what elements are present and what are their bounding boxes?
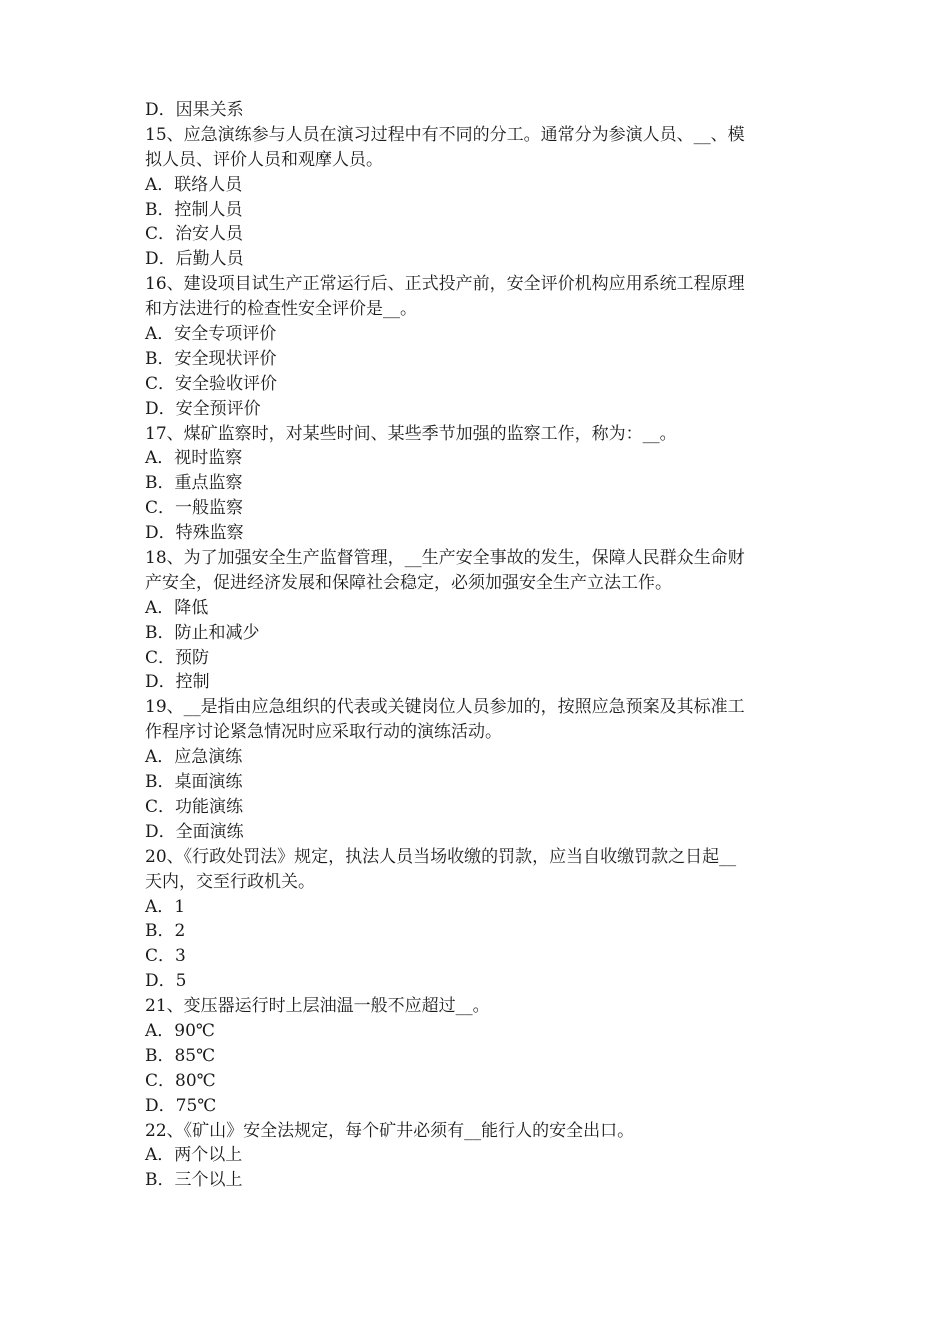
text-line: C．一般监察 [145, 498, 244, 519]
text-line: A．应急演练 [145, 747, 243, 768]
text-line: C．预防 [145, 647, 210, 668]
text-line: 16、建设项目试生产正常运行后、正式投产前，安全评价机构应用系统工程原理 [145, 274, 745, 295]
text-line: D．特殊监察 [145, 523, 244, 544]
text-line: B．桌面演练 [145, 772, 243, 793]
text-line: 19、__是指由应急组织的代表或关键岗位人员参加的，按照应急预案及其标准工 [145, 697, 745, 718]
text-line: 18、为了加强安全生产监督管理，__生产安全事故的发生，保障人民群众生命财 [145, 548, 745, 569]
text-line: A．安全专项评价 [145, 324, 277, 345]
text-line: B．安全现状评价 [145, 348, 277, 369]
text-line: B．85℃ [145, 1045, 216, 1066]
text-line: D．因果关系 [145, 100, 244, 120]
document-page [145, 98, 810, 1193]
text-line: 21、变压器运行时上层油温一般不应超过__。 [145, 996, 490, 1017]
text-line: B．控制人员 [145, 199, 243, 220]
text-line: 20、《行政处罚法》规定，执法人员当场收缴的罚款，应当自收缴罚款之日起__ [145, 846, 737, 867]
text-line: 和方法进行的检查性安全评价是__。 [145, 299, 417, 320]
text-line: C．治安人员 [145, 224, 244, 245]
text-line: 产安全，促进经济发展和保障社会稳定，必须加强安全生产立法工作。 [145, 572, 672, 593]
text-line: D．后勤人员 [145, 249, 244, 270]
text-line: B．防止和减少 [145, 622, 260, 643]
text-line: A．联络人员 [145, 174, 243, 195]
text-line: D．5 [145, 971, 187, 992]
text-line: 拟人员、评价人员和观摩人员。 [145, 149, 383, 170]
text-line: 作程序讨论紧急情况时应采取行动的演练活动。 [145, 722, 502, 743]
text-line: D．75℃ [145, 1095, 217, 1116]
text-line: 17、煤矿监察时，对某些时间、某些季节加强的监察工作，称为：__。 [145, 423, 677, 444]
text-line: B．三个以上 [145, 1170, 243, 1191]
text-line: 天内，交至行政机关。 [145, 871, 315, 892]
text-line: A．90℃ [145, 1020, 215, 1041]
text-line: C．功能演练 [145, 796, 244, 817]
text-line: 15、应急演练参与人员在演习过程中有不同的分工。通常分为参演人员、__、模 [145, 124, 745, 145]
text-line: D．控制 [145, 672, 210, 693]
text-line: A．视时监察 [145, 448, 243, 469]
text-line: A．1 [145, 896, 186, 917]
text-line: C．80℃ [145, 1070, 216, 1091]
text-line: B．重点监察 [145, 473, 243, 494]
text-line: C．3 [145, 946, 186, 967]
text-line: B．2 [145, 921, 186, 942]
text-line: 22、《矿山》安全法规定，每个矿井必须有__能行人的安全出口。 [145, 1120, 635, 1141]
text-line: D．全面演练 [145, 821, 244, 842]
text-line: A．两个以上 [145, 1145, 243, 1166]
text-line: C．安全验收评价 [145, 373, 278, 394]
text-line: A．降低 [145, 597, 209, 618]
text-line: D．安全预评价 [145, 398, 261, 419]
